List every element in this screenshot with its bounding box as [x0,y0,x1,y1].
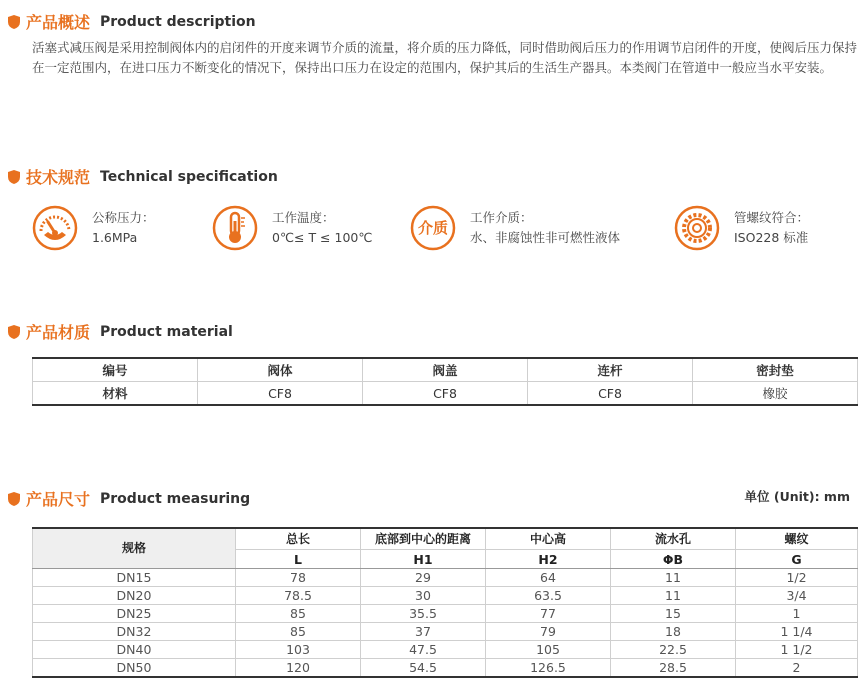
table-cell: 37 [361,623,486,641]
table-cell: 18 [611,623,736,641]
spec-item-thread [674,205,809,251]
table-row [33,605,858,623]
table-cell: 11 [611,569,736,587]
thermometer-icon [212,205,258,251]
material-header-cell: 编号 [33,358,198,382]
section-title-en: Product description [100,13,256,30]
dimension-table [32,527,858,678]
table-cell: 1 1/4 [736,623,858,641]
section-header-measuring [8,487,250,510]
dimension-header-row [33,528,858,550]
table-cell: DN40 [33,641,236,659]
spec-value: 0℃≤ T ≤ 100℃ [272,230,373,245]
section-title-en: Product material [100,323,233,340]
material-cell: CF8 [528,382,693,406]
dimension-symbol-cell: H1 [361,550,486,569]
table-cell: 63.5 [486,587,611,605]
table-cell: 105 [486,641,611,659]
dimension-symbol-cell: ΦB [611,550,736,569]
material-cell: 材料 [33,382,198,406]
medium-badge-icon [410,205,456,251]
pressure-gauge-icon [32,205,78,251]
table-cell: 78 [236,569,361,587]
dimension-symbol-cell: G [736,550,858,569]
material-cell: CF8 [363,382,528,406]
table-cell: 1 1/2 [736,641,858,659]
table-row [33,659,858,678]
section-header-material [8,320,233,343]
spec-label: 公称压力： [92,210,155,225]
spec-label: 管螺纹符合： [734,210,810,225]
section-header-description [8,10,256,33]
section-title-cn: 技术规范 [26,168,91,187]
dimension-header-cell: 流水孔 [611,528,736,550]
shield-icon [8,170,20,184]
table-cell: 2 [736,659,858,678]
table-cell: DN32 [33,623,236,641]
table-cell: 79 [486,623,611,641]
dimension-spec-header: 规格 [33,528,236,569]
table-cell: 35.5 [361,605,486,623]
spec-label: 工作介质： [470,210,533,225]
dimension-header-cell: 螺纹 [736,528,858,550]
section-title-en: Technical specification [100,168,278,185]
dimension-symbol-cell: H2 [486,550,611,569]
table-cell: 78.5 [236,587,361,605]
dimension-header-cell: 中心高 [486,528,611,550]
dimension-header-cell: 总长 [236,528,361,550]
material-table [32,357,858,406]
table-cell: 85 [236,605,361,623]
spec-value: ISO228 标准 [734,230,809,245]
table-cell: 120 [236,659,361,678]
table-cell: 54.5 [361,659,486,678]
table-cell: 22.5 [611,641,736,659]
section-title-cn: 产品尺寸 [26,490,91,509]
table-cell: 3/4 [736,587,858,605]
table-cell: DN25 [33,605,236,623]
shield-icon [8,325,20,339]
material-row [33,382,858,406]
table-cell: 77 [486,605,611,623]
table-cell: 29 [361,569,486,587]
table-cell: 1 [736,605,858,623]
spec-value: 1.6MPa [92,230,138,245]
table-cell: 1/2 [736,569,858,587]
dimension-symbol-cell: L [236,550,361,569]
table-cell: 28.5 [611,659,736,678]
table-cell: 126.5 [486,659,611,678]
shield-icon [8,492,20,506]
section-title-cn: 产品材质 [26,323,91,342]
section-header-technical [8,165,278,188]
spec-item-pressure [32,205,155,251]
table-cell: DN20 [33,587,236,605]
table-cell: DN50 [33,659,236,678]
unit-label: 单位 (Unit): mm [744,489,850,504]
spec-item-temperature [212,205,372,251]
shield-icon [8,15,20,29]
table-cell: 64 [486,569,611,587]
material-header-row [33,358,858,382]
material-header-cell: 密封垫 [693,358,858,382]
material-cell: 橡胶 [693,382,858,406]
material-header-cell: 阀体 [198,358,363,382]
section-title-cn: 产品概述 [26,13,91,32]
medium-badge-text: 介质 [417,219,449,237]
table-row [33,587,858,605]
table-cell: 11 [611,587,736,605]
table-cell: 47.5 [361,641,486,659]
material-cell: CF8 [198,382,363,406]
material-header-cell: 阀盖 [363,358,528,382]
description-text: 活塞式减压阀是采用控制阀体内的启闭件的开度来调节介质的流量，将介质的压力降低，同时借助阀后压力的作用调节启闭件的开度，使阀后压力保持在一定范围内，在进口压力不断变化的情况下，保持出口压力在设定的范围内，保护其后的生活生产器具。本类阀门在管道中一般应当水平安装。 [32,40,858,75]
table-row [33,569,858,587]
table-row [33,623,858,641]
spec-label: 工作温度： [272,210,335,225]
table-cell: 15 [611,605,736,623]
dimension-header-cell: 底部到中心的距离 [361,528,486,550]
spec-item-medium [410,205,620,251]
table-cell: 30 [361,587,486,605]
spec-value: 水、非腐蚀性非可燃性液体 [470,230,621,245]
table-cell: 85 [236,623,361,641]
table-row [33,641,858,659]
section-title-en: Product measuring [100,490,251,507]
table-cell: 103 [236,641,361,659]
table-cell: DN15 [33,569,236,587]
gear-icon [674,205,720,251]
material-header-cell: 连杆 [528,358,693,382]
